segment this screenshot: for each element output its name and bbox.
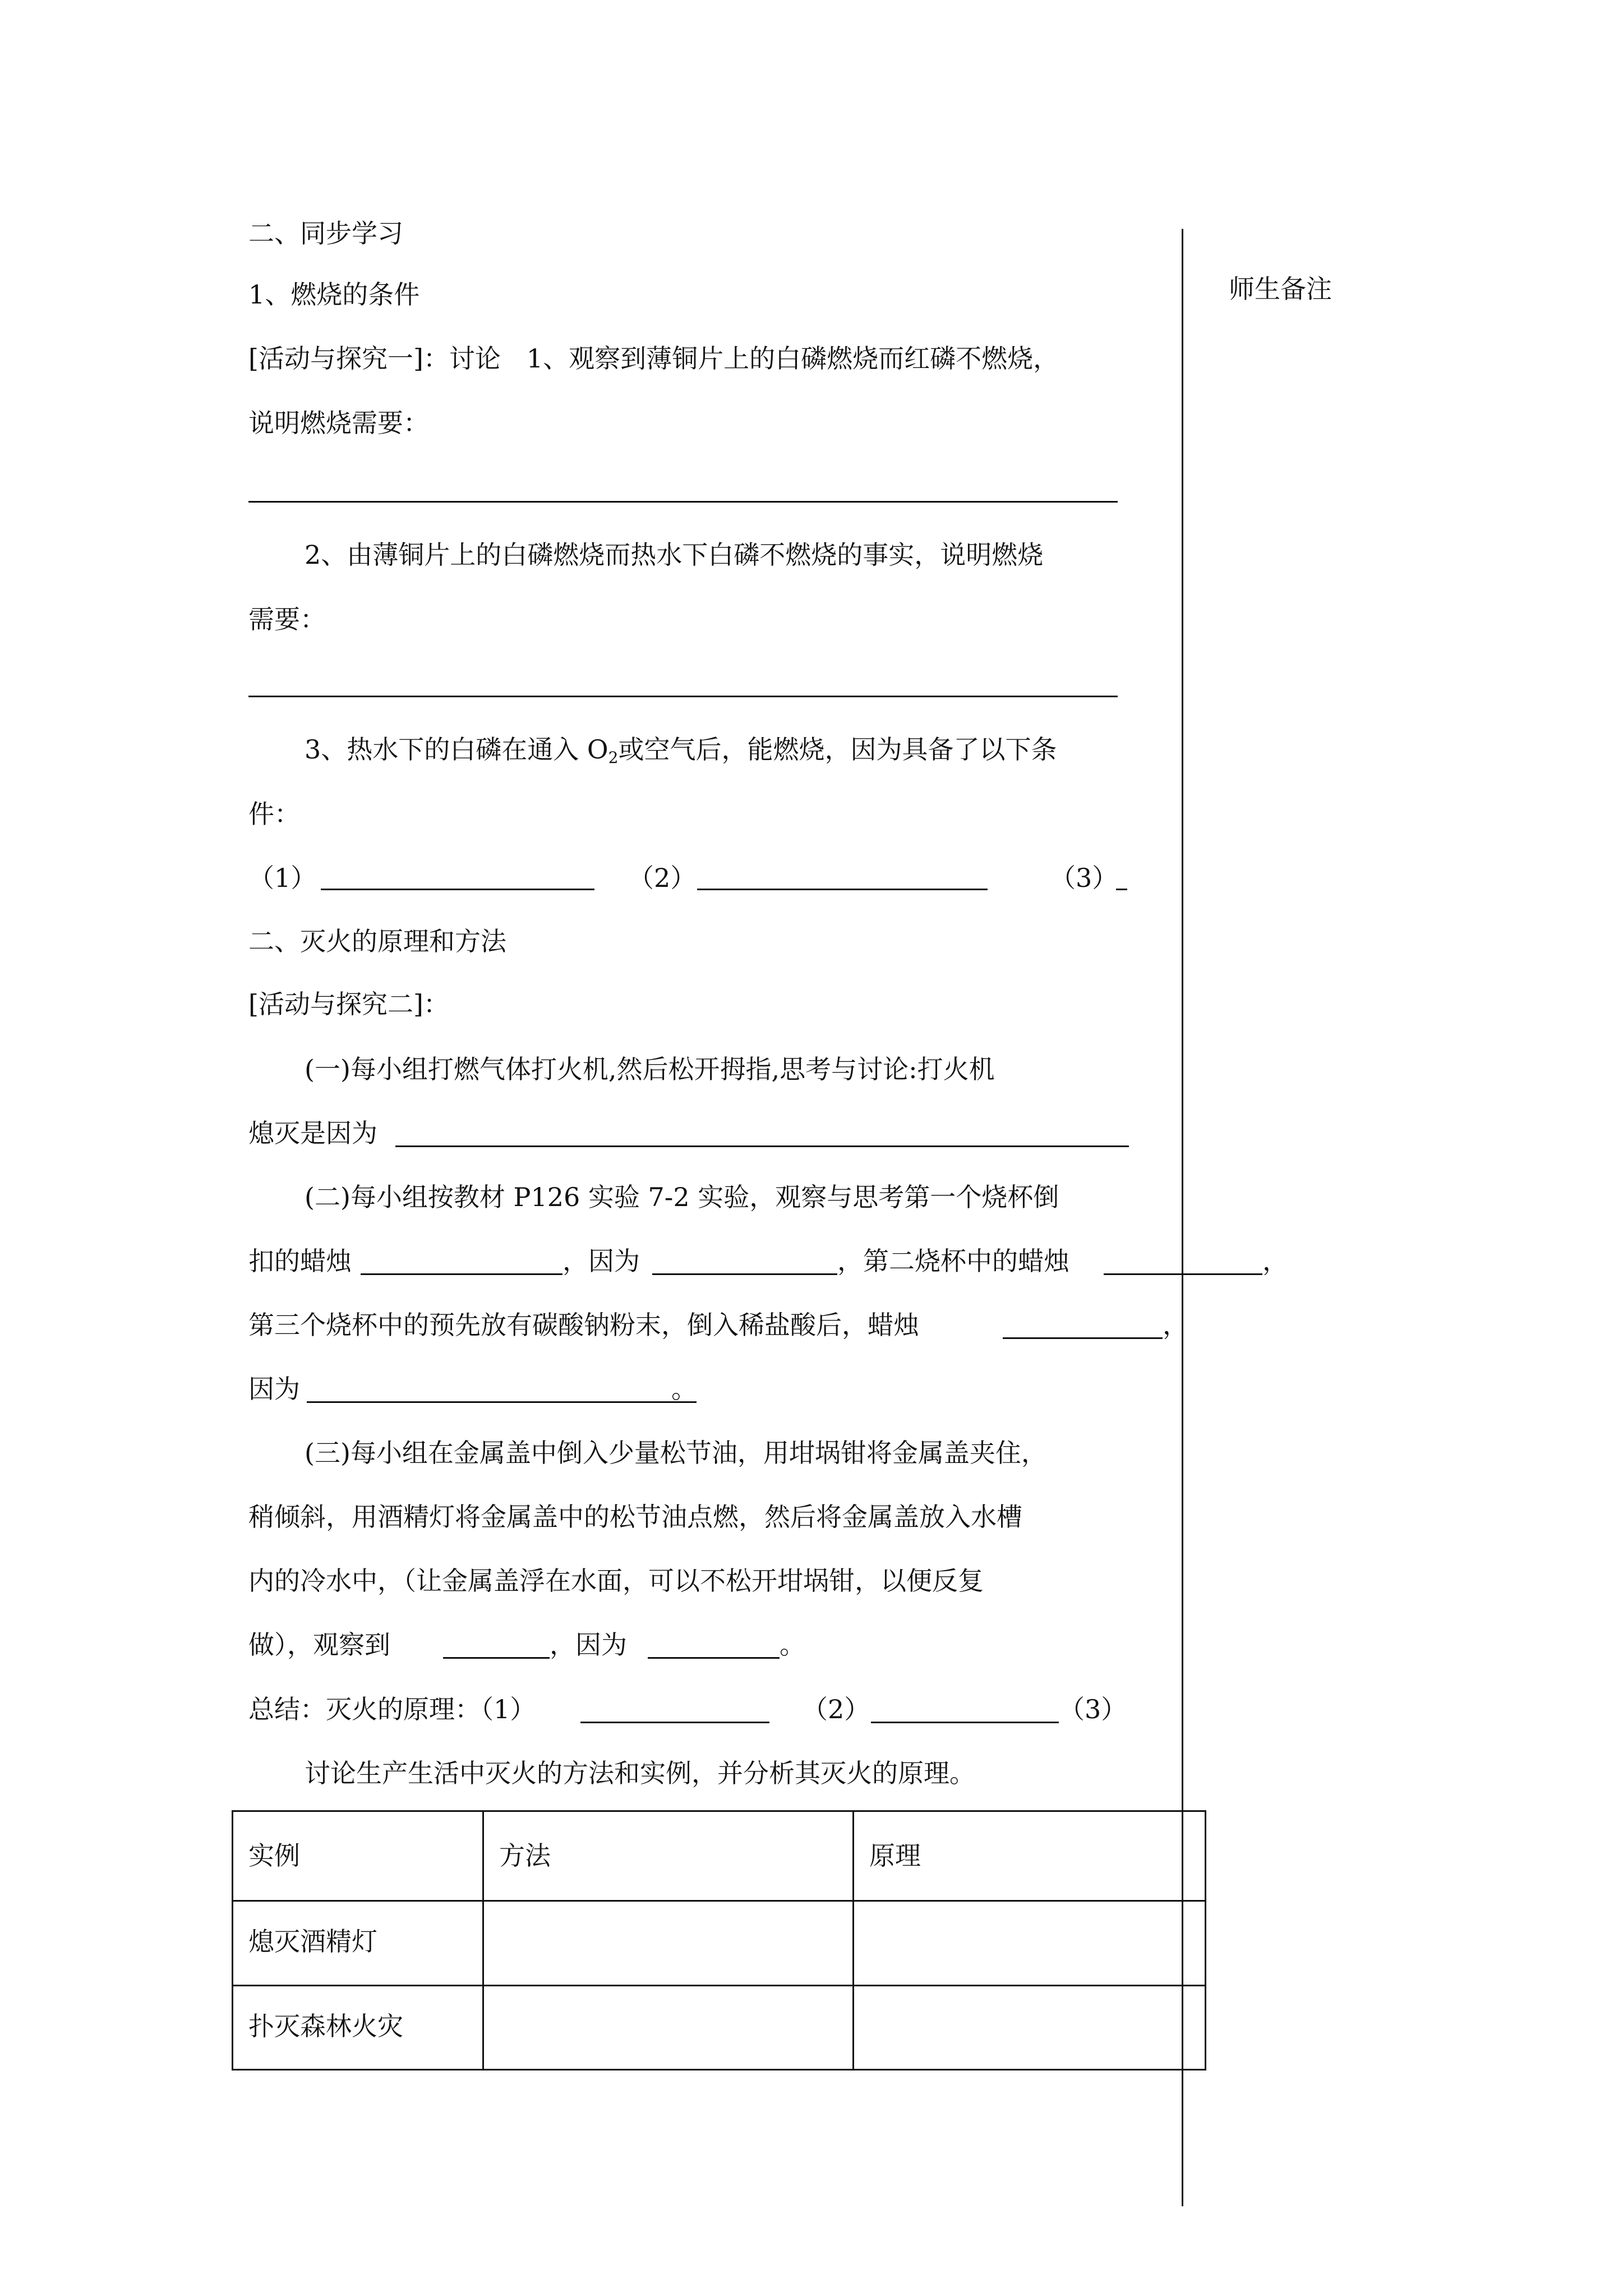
condition-1-label: （1） <box>248 863 317 893</box>
part2-blank-5-end <box>671 1401 697 1403</box>
part1-line1: (一)每小组打燃气体打火机,然后松开拇指,思考与讨论:打火机 <box>305 1054 995 1084</box>
part3-line3: 内的冷水中，（让金属盖浮在水面，可以不松开坩埚钳，以便反复 <box>248 1566 984 1596</box>
table-border-bottom <box>232 2069 1206 2070</box>
table-border-right <box>1205 1810 1206 2070</box>
summary-blank-2 <box>871 1722 1059 1723</box>
section2-heading: 二、灭火的原理和方法 <box>248 926 506 956</box>
activity1-question1: [活动与探究一]：讨论 1、观察到薄铜片上的白磷燃烧而红磷不燃烧， <box>248 343 1059 374</box>
condition-2-blank <box>697 889 988 890</box>
question2-cont: 需要： <box>248 604 326 634</box>
condition-3-blank <box>1116 889 1127 890</box>
condition-1-blank <box>321 889 594 890</box>
part3-line4-c: 。 <box>780 1630 805 1660</box>
part2-line3-b: ， <box>1163 1310 1188 1340</box>
table-header-example: 实例 <box>248 1841 300 1871</box>
part3-line2: 稍倾斜，用酒精灯将金属盖中的松节油点燃，然后将金属盖放入水槽 <box>248 1502 1022 1532</box>
part3-blank-1 <box>443 1657 550 1659</box>
condition-3-label: （3） <box>1050 863 1118 893</box>
part3-line1: (三)每小组在金属盖中倒入少量松节油，用坩埚钳将金属盖夹住， <box>305 1438 1047 1468</box>
part3-line4-a: 做），观察到 <box>248 1630 390 1660</box>
table-row-1-example: 熄灭酒精灯 <box>248 1926 377 1957</box>
table-header-method: 方法 <box>499 1841 551 1871</box>
activity2-label: [活动与探究二]： <box>248 989 449 1019</box>
margin-divider <box>1182 229 1183 2206</box>
part2-blank-5 <box>307 1401 671 1403</box>
question3 <box>305 734 1057 767</box>
summary-item-2: （2） <box>802 1694 870 1724</box>
question2: 2、由薄铜片上的白磷燃烧而热水下白磷不燃烧的事实，说明燃烧 <box>305 540 1044 570</box>
answer-line-1 <box>248 501 1118 503</box>
part2-line4-a: 因为 <box>248 1374 300 1404</box>
section1-heading: 二、同步学习 <box>248 218 403 249</box>
summary-item-3: （3） <box>1059 1694 1127 1724</box>
question3-part-a: 3、热水下的白磷在通入 O <box>305 734 608 765</box>
question3-cont: 件： <box>248 799 300 829</box>
part3-line4-b: ，因为 <box>550 1630 627 1660</box>
discussion-prompt: 讨论生产生活中灭火的方法和实例，并分析其灭火的原理。 <box>305 1758 975 1788</box>
part2-blank-2 <box>652 1273 837 1275</box>
part2-line4-b: 。 <box>671 1374 697 1404</box>
question3-part-b: 或空气后，能燃烧，因为具备了以下条 <box>618 734 1057 765</box>
part3-blank-2 <box>648 1657 780 1659</box>
table-col-divider-1 <box>482 1810 484 2070</box>
part2-line1: (二)每小组按教材 P126 实验 7-2 实验，观察与思考第一个烧杯倒 <box>305 1182 1059 1212</box>
summary-blank-1 <box>580 1722 769 1723</box>
part1-line2: 熄灭是因为 <box>248 1118 377 1148</box>
part2-line2-c: ，第二烧杯中的蜡烛 <box>837 1246 1069 1276</box>
answer-line-2 <box>248 696 1118 697</box>
table-header-principle: 原理 <box>869 1841 921 1871</box>
table-border-top <box>232 1810 1206 1812</box>
table-col-divider-2 <box>852 1810 854 2070</box>
part1-blank <box>395 1145 1129 1147</box>
section1-subheading: 1、燃烧的条件 <box>248 279 420 310</box>
part2-blank-3 <box>1104 1273 1262 1275</box>
table-row-divider-1 <box>232 1900 1206 1902</box>
activity1-question1-cont: 说明燃烧需要： <box>248 408 429 438</box>
summary-label: 总结：灭火的原理：（1） <box>248 1694 536 1724</box>
part2-blank-1 <box>361 1273 562 1275</box>
part2-line2-a: 扣的蜡烛 <box>248 1246 352 1276</box>
condition-2-label: （2） <box>628 863 697 893</box>
table-row-2-example: 扑灭森林火灾 <box>248 2011 403 2041</box>
oxygen-subscript: 2 <box>608 748 619 767</box>
side-note-label: 师生备注 <box>1229 274 1332 304</box>
part2-blank-4 <box>1003 1337 1163 1339</box>
table-border-left <box>232 1810 233 2070</box>
part2-line3-a: 第三个烧杯中的预先放有碳酸钠粉末，倒入稀盐酸后，蜡烛 <box>248 1310 919 1340</box>
part2-line2-b: ，因为 <box>562 1246 640 1276</box>
table-row-divider-2 <box>232 1985 1206 1986</box>
part2-line2-d: ， <box>1262 1246 1288 1276</box>
